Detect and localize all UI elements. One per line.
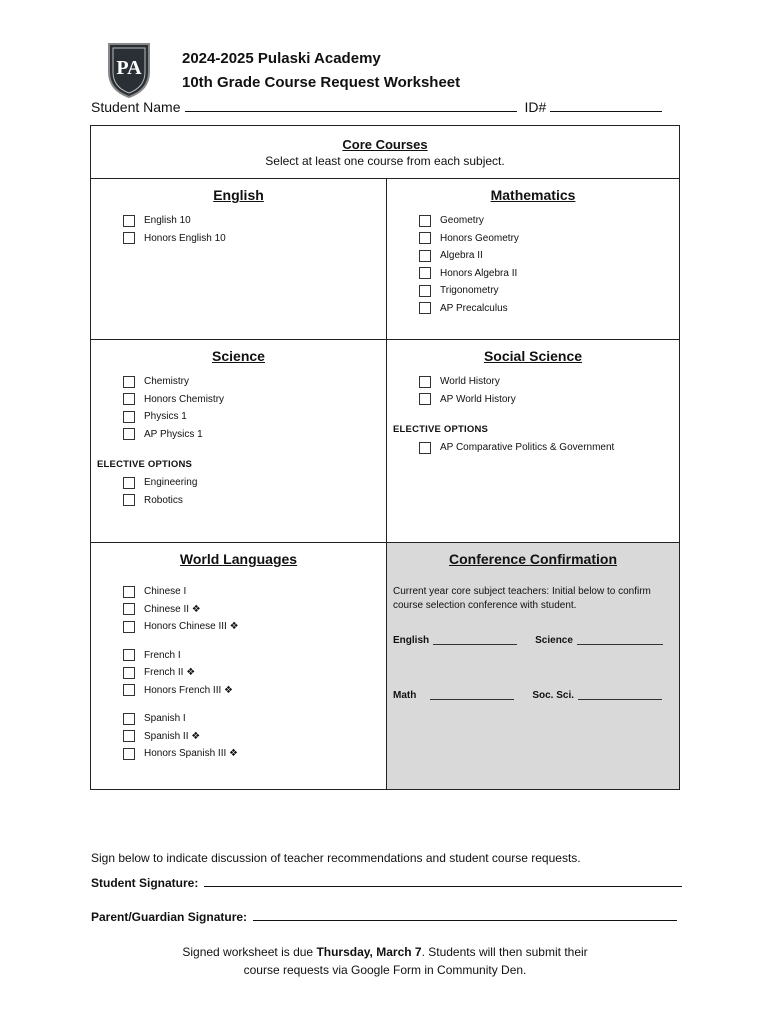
checkbox[interactable] bbox=[123, 748, 135, 760]
core-courses-header bbox=[91, 126, 680, 179]
english-initial-field[interactable] bbox=[433, 635, 517, 645]
checkbox[interactable] bbox=[123, 667, 135, 679]
socsci-initial-field[interactable] bbox=[578, 690, 662, 700]
course-option[interactable]: Honors Geometry bbox=[419, 230, 679, 248]
course-option[interactable]: Chinese I bbox=[123, 583, 386, 601]
science-initial-label: Science bbox=[535, 635, 573, 646]
due-date: Thursday, March 7 bbox=[316, 945, 422, 959]
checkbox[interactable] bbox=[123, 428, 135, 440]
page-title-school: 2024-2025 Pulaski Academy bbox=[182, 50, 381, 67]
course-option[interactable]: Honors Algebra II bbox=[419, 265, 679, 283]
science-initial-field[interactable] bbox=[577, 635, 663, 645]
checkbox[interactable] bbox=[123, 477, 135, 489]
svg-text:PA: PA bbox=[116, 57, 142, 79]
checkbox[interactable] bbox=[123, 215, 135, 227]
checkbox[interactable] bbox=[123, 232, 135, 244]
english-initial-label: English bbox=[393, 635, 430, 646]
science-section bbox=[91, 340, 387, 543]
world-languages-title: World Languages bbox=[179, 551, 298, 567]
checkbox[interactable] bbox=[419, 250, 431, 262]
id-label: ID# bbox=[524, 99, 547, 115]
id-field[interactable] bbox=[550, 99, 662, 112]
math-initial-label: Math bbox=[393, 690, 417, 701]
checkbox[interactable] bbox=[123, 621, 135, 633]
core-courses-heading: Core Courses bbox=[342, 137, 428, 152]
course-option[interactable]: Engineering bbox=[123, 474, 386, 492]
math-title: Mathematics bbox=[490, 187, 576, 203]
initials-row-1 bbox=[393, 635, 679, 646]
social-elective-label: ELECTIVE OPTIONS bbox=[393, 424, 489, 435]
social-science-section bbox=[387, 340, 680, 543]
course-option[interactable]: World History bbox=[419, 373, 679, 391]
checkbox[interactable] bbox=[123, 411, 135, 423]
student-signature-label: Student Signature: bbox=[91, 876, 199, 890]
checkbox[interactable] bbox=[123, 730, 135, 742]
course-option[interactable]: Spanish II ❖ bbox=[123, 728, 386, 746]
course-option[interactable]: Trigonometry bbox=[419, 282, 679, 300]
course-option[interactable]: Honors French III ❖ bbox=[123, 682, 386, 700]
course-option[interactable]: AP Precalculus bbox=[419, 300, 679, 318]
checkbox[interactable] bbox=[419, 376, 431, 388]
due-date-note: Signed worksheet is due Thursday, March 7. Students will then submit their course requests via Google Form in Community Den. bbox=[182, 945, 588, 977]
english-section bbox=[91, 179, 387, 340]
checkbox[interactable] bbox=[123, 649, 135, 661]
english-title: English bbox=[213, 187, 264, 203]
academy-crest-logo bbox=[107, 42, 151, 98]
checkbox[interactable] bbox=[419, 442, 431, 454]
course-option[interactable]: English 10 bbox=[123, 212, 386, 230]
parent-signature-row bbox=[91, 909, 677, 924]
math-section bbox=[387, 179, 680, 340]
course-option[interactable]: Algebra II bbox=[419, 247, 679, 265]
parent-signature-label: Parent/Guardian Signature: bbox=[91, 910, 248, 924]
course-option[interactable]: AP World History bbox=[419, 391, 679, 409]
course-option[interactable]: Spanish I bbox=[123, 710, 386, 728]
world-languages-section bbox=[91, 543, 387, 790]
course-option[interactable]: French II ❖ bbox=[123, 664, 386, 682]
course-option[interactable]: Chinese II ❖ bbox=[123, 601, 386, 619]
course-grid bbox=[90, 125, 680, 790]
socsci-initial-label: Soc. Sci. bbox=[532, 690, 575, 701]
course-option[interactable]: AP Physics 1 bbox=[123, 426, 386, 444]
signature-note: Sign below to indicate discussion of teacher recommendations and student course requests. bbox=[91, 851, 581, 865]
initials-row-2 bbox=[393, 690, 679, 701]
checkbox[interactable] bbox=[419, 393, 431, 405]
checkbox[interactable] bbox=[419, 267, 431, 279]
student-signature-row bbox=[91, 875, 682, 890]
checkbox[interactable] bbox=[123, 603, 135, 615]
course-option[interactable]: Chemistry bbox=[123, 373, 386, 391]
science-title: Science bbox=[212, 348, 265, 364]
social-science-title: Social Science bbox=[483, 348, 583, 364]
course-option[interactable]: AP Comparative Politics & Government bbox=[419, 439, 679, 457]
conference-confirmation-section bbox=[387, 543, 680, 790]
conference-description: Current year core subject teachers: Initial below to confirm course selection conference with student. bbox=[393, 586, 651, 611]
course-option[interactable]: Honors English 10 bbox=[123, 230, 386, 248]
checkbox[interactable] bbox=[419, 215, 431, 227]
checkbox[interactable] bbox=[123, 376, 135, 388]
page-title-worksheet: 10th Grade Course Request Worksheet bbox=[182, 74, 461, 91]
parent-signature-field[interactable] bbox=[253, 909, 677, 921]
checkbox[interactable] bbox=[123, 713, 135, 725]
course-option[interactable]: Honors Chinese III ❖ bbox=[123, 618, 386, 636]
math-initial-field[interactable] bbox=[430, 690, 514, 700]
checkbox[interactable] bbox=[419, 302, 431, 314]
conference-title: Conference Confirmation bbox=[448, 551, 617, 567]
checkbox[interactable] bbox=[419, 285, 431, 297]
checkbox[interactable] bbox=[123, 393, 135, 405]
course-option[interactable]: Physics 1 bbox=[123, 408, 386, 426]
course-option[interactable]: Honors Chemistry bbox=[123, 391, 386, 409]
course-option[interactable]: Honors Spanish III ❖ bbox=[123, 745, 386, 763]
course-option[interactable]: French I bbox=[123, 647, 386, 665]
student-info-row bbox=[91, 99, 662, 115]
checkbox[interactable] bbox=[123, 684, 135, 696]
core-courses-instructions: Select at least one course from each subject. bbox=[265, 154, 505, 168]
student-name-label: Student Name bbox=[91, 99, 181, 115]
checkbox[interactable] bbox=[419, 232, 431, 244]
course-option[interactable]: Geometry bbox=[419, 212, 679, 230]
checkbox[interactable] bbox=[123, 586, 135, 598]
student-name-field[interactable] bbox=[185, 99, 517, 112]
science-elective-label: ELECTIVE OPTIONS bbox=[97, 459, 193, 470]
course-option[interactable]: Robotics bbox=[123, 492, 386, 510]
checkbox[interactable] bbox=[123, 494, 135, 506]
student-signature-field[interactable] bbox=[204, 875, 682, 887]
